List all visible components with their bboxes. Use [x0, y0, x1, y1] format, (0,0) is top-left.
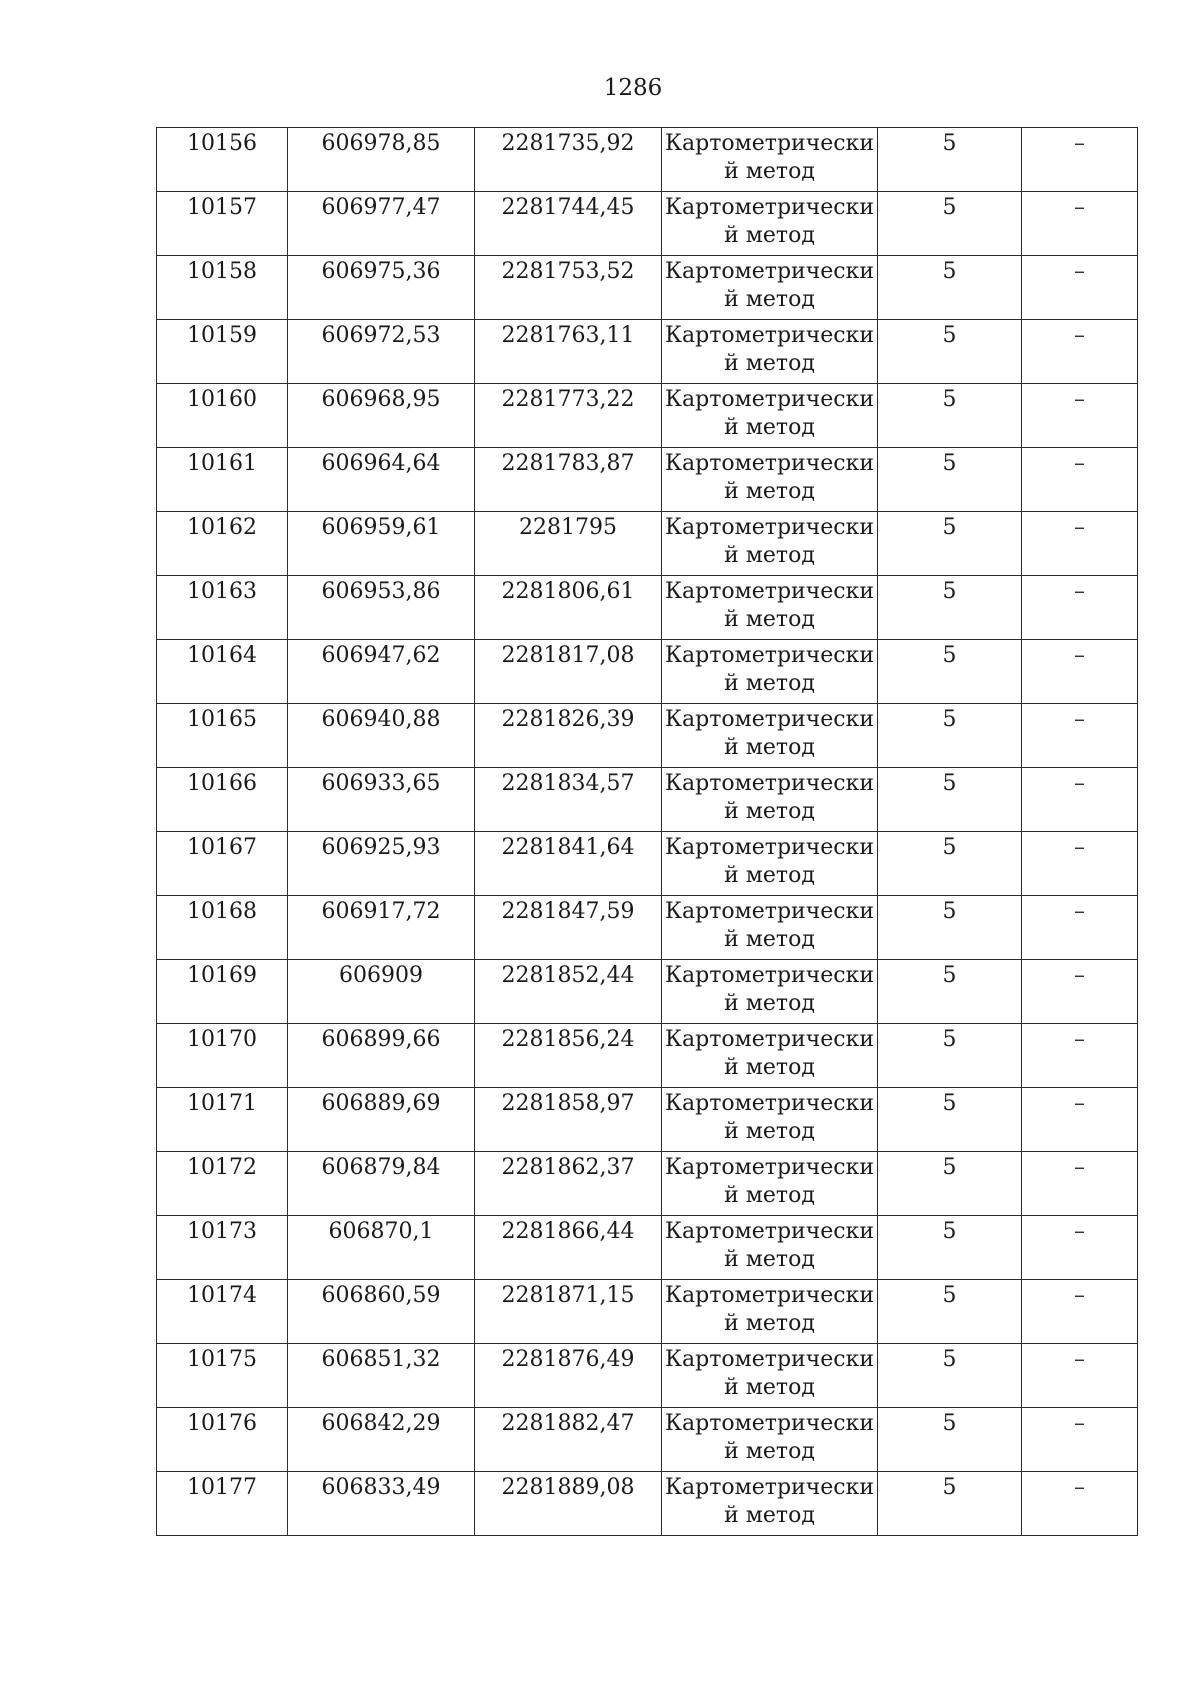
accuracy-cell — [878, 256, 1022, 320]
method-cell-text: Картометрически й метод — [665, 1219, 874, 1272]
accuracy-cell-text: 5 — [942, 323, 957, 348]
point-number-cell-text: 10164 — [187, 643, 257, 668]
point-number-cell-text: 10174 — [187, 1283, 257, 1308]
note-cell-text: – — [1074, 1027, 1085, 1052]
method-cell — [662, 1280, 878, 1344]
note-cell — [1022, 832, 1138, 896]
point-number-cell — [157, 896, 288, 960]
y-coordinate-cell-text: 2281876,49 — [501, 1347, 635, 1372]
y-coordinate-cell-text: 2281834,57 — [501, 771, 635, 796]
point-number-cell — [157, 512, 288, 576]
point-number-cell — [157, 640, 288, 704]
x-coordinate-cell-text: 606860,59 — [321, 1283, 441, 1308]
point-number-cell — [157, 448, 288, 512]
point-number-cell — [157, 576, 288, 640]
x-coordinate-cell-text: 606953,86 — [321, 579, 441, 604]
x-coordinate-cell-text: 606964,64 — [321, 451, 441, 476]
point-number-cell-text: 10169 — [187, 963, 257, 988]
table-row — [157, 960, 1138, 1024]
point-number-cell-text: 10157 — [187, 195, 257, 220]
point-number-cell-text: 10166 — [187, 771, 257, 796]
accuracy-cell-text: 5 — [942, 515, 957, 540]
table-row — [157, 1408, 1138, 1472]
note-cell — [1022, 448, 1138, 512]
x-coordinate-cell-text: 606842,29 — [321, 1411, 441, 1436]
x-coordinate-cell — [288, 1472, 475, 1536]
x-coordinate-cell — [288, 1408, 475, 1472]
y-coordinate-cell-text: 2281841,64 — [501, 835, 635, 860]
note-cell — [1022, 1216, 1138, 1280]
y-coordinate-cell-text: 2281858,97 — [501, 1091, 635, 1116]
accuracy-cell-text: 5 — [942, 899, 957, 924]
y-coordinate-cell-text: 2281783,87 — [501, 451, 635, 476]
accuracy-cell — [878, 320, 1022, 384]
table-row — [157, 768, 1138, 832]
note-cell-text: – — [1074, 323, 1085, 348]
accuracy-cell-text: 5 — [942, 1155, 957, 1180]
x-coordinate-cell-text: 606977,47 — [321, 195, 441, 220]
method-cell — [662, 384, 878, 448]
note-cell-text: – — [1074, 643, 1085, 668]
x-coordinate-cell-text: 606899,66 — [321, 1027, 441, 1052]
accuracy-cell — [878, 448, 1022, 512]
x-coordinate-cell-text: 606889,69 — [321, 1091, 441, 1116]
accuracy-cell — [878, 960, 1022, 1024]
accuracy-cell-text: 5 — [942, 1411, 957, 1436]
point-number-cell — [157, 1408, 288, 1472]
accuracy-cell — [878, 1088, 1022, 1152]
method-cell-text: Картометрически й метод — [665, 1091, 874, 1144]
table-row — [157, 1216, 1138, 1280]
point-number-cell — [157, 1024, 288, 1088]
note-cell — [1022, 1088, 1138, 1152]
y-coordinate-cell — [475, 1088, 662, 1152]
x-coordinate-cell — [288, 1152, 475, 1216]
method-cell — [662, 320, 878, 384]
method-cell-text: Картометрически й метод — [665, 387, 874, 440]
accuracy-cell-text: 5 — [942, 1475, 957, 1500]
x-coordinate-cell-text: 606947,62 — [321, 643, 441, 668]
x-coordinate-cell — [288, 960, 475, 1024]
x-coordinate-cell — [288, 128, 475, 192]
page-number: 1286 — [603, 75, 663, 101]
point-number-cell-text: 10159 — [187, 323, 257, 348]
x-coordinate-cell — [288, 768, 475, 832]
note-cell-text: – — [1074, 707, 1085, 732]
point-number-cell — [157, 192, 288, 256]
note-cell — [1022, 1024, 1138, 1088]
point-number-cell — [157, 320, 288, 384]
coordinates-table — [156, 127, 1138, 1536]
accuracy-cell-text: 5 — [942, 643, 957, 668]
x-coordinate-cell-text: 606968,95 — [321, 387, 441, 412]
x-coordinate-cell-text: 606933,65 — [321, 771, 441, 796]
accuracy-cell-text: 5 — [942, 259, 957, 284]
point-number-cell-text: 10160 — [187, 387, 257, 412]
point-number-cell-text: 10158 — [187, 259, 257, 284]
y-coordinate-cell-text: 2281806,61 — [501, 579, 635, 604]
y-coordinate-cell — [475, 192, 662, 256]
y-coordinate-cell-text: 2281856,24 — [501, 1027, 635, 1052]
accuracy-cell — [878, 640, 1022, 704]
x-coordinate-cell-text: 606833,49 — [321, 1475, 441, 1500]
point-number-cell-text: 10171 — [187, 1091, 257, 1116]
point-number-cell-text: 10175 — [187, 1347, 257, 1372]
note-cell-text: – — [1074, 1283, 1085, 1308]
accuracy-cell-text: 5 — [942, 131, 957, 156]
accuracy-cell-text: 5 — [942, 1027, 957, 1052]
x-coordinate-cell-text: 606978,85 — [321, 131, 441, 156]
y-coordinate-cell — [475, 1472, 662, 1536]
method-cell — [662, 768, 878, 832]
x-coordinate-cell — [288, 1280, 475, 1344]
accuracy-cell-text: 5 — [942, 195, 957, 220]
y-coordinate-cell — [475, 832, 662, 896]
table-row — [157, 1088, 1138, 1152]
note-cell-text: – — [1074, 1155, 1085, 1180]
note-cell — [1022, 384, 1138, 448]
point-number-cell — [157, 704, 288, 768]
x-coordinate-cell — [288, 832, 475, 896]
note-cell — [1022, 1344, 1138, 1408]
method-cell-text: Картометрически й метод — [665, 451, 874, 504]
point-number-cell-text: 10163 — [187, 579, 257, 604]
accuracy-cell-text: 5 — [942, 963, 957, 988]
method-cell-text: Картометрически й метод — [665, 707, 874, 760]
point-number-cell-text: 10173 — [187, 1219, 257, 1244]
accuracy-cell — [878, 1216, 1022, 1280]
y-coordinate-cell — [475, 1408, 662, 1472]
x-coordinate-cell — [288, 320, 475, 384]
method-cell-text: Картометрически й метод — [665, 835, 874, 888]
method-cell-text: Картометрически й метод — [665, 1155, 874, 1208]
method-cell-text: Картометрически й метод — [665, 1283, 874, 1336]
note-cell — [1022, 320, 1138, 384]
method-cell-text: Картометрически й метод — [665, 1347, 874, 1400]
table-row — [157, 128, 1138, 192]
note-cell — [1022, 128, 1138, 192]
y-coordinate-cell — [475, 768, 662, 832]
note-cell-text: – — [1074, 835, 1085, 860]
x-coordinate-cell — [288, 1216, 475, 1280]
method-cell — [662, 640, 878, 704]
x-coordinate-cell-text: 606909 — [339, 963, 423, 988]
y-coordinate-cell-text: 2281817,08 — [501, 643, 635, 668]
accuracy-cell — [878, 128, 1022, 192]
y-coordinate-cell — [475, 704, 662, 768]
x-coordinate-cell-text: 606870,1 — [328, 1219, 434, 1244]
method-cell — [662, 1088, 878, 1152]
point-number-cell — [157, 1344, 288, 1408]
table-row — [157, 384, 1138, 448]
accuracy-cell — [878, 384, 1022, 448]
note-cell — [1022, 896, 1138, 960]
point-number-cell — [157, 128, 288, 192]
method-cell-text: Картометрически й метод — [665, 579, 874, 632]
method-cell — [662, 1024, 878, 1088]
point-number-cell — [157, 256, 288, 320]
method-cell — [662, 1344, 878, 1408]
accuracy-cell — [878, 1152, 1022, 1216]
accuracy-cell — [878, 512, 1022, 576]
point-number-cell-text: 10161 — [187, 451, 257, 476]
y-coordinate-cell-text: 2281866,44 — [501, 1219, 635, 1244]
point-number-cell-text: 10172 — [187, 1155, 257, 1180]
table-row — [157, 640, 1138, 704]
accuracy-cell-text: 5 — [942, 451, 957, 476]
x-coordinate-cell — [288, 1344, 475, 1408]
note-cell — [1022, 512, 1138, 576]
note-cell-text: – — [1074, 1219, 1085, 1244]
y-coordinate-cell-text: 2281871,15 — [501, 1283, 635, 1308]
point-number-cell — [157, 1152, 288, 1216]
y-coordinate-cell — [475, 1024, 662, 1088]
x-coordinate-cell-text: 606959,61 — [321, 515, 441, 540]
point-number-cell — [157, 832, 288, 896]
point-number-cell-text: 10167 — [187, 835, 257, 860]
x-coordinate-cell — [288, 1088, 475, 1152]
note-cell-text: – — [1074, 579, 1085, 604]
note-cell-text: – — [1074, 387, 1085, 412]
accuracy-cell-text: 5 — [942, 707, 957, 732]
point-number-cell-text: 10165 — [187, 707, 257, 732]
method-cell-text: Картометрически й метод — [665, 259, 874, 312]
note-cell — [1022, 192, 1138, 256]
table-row — [157, 1024, 1138, 1088]
accuracy-cell — [878, 1472, 1022, 1536]
note-cell-text: – — [1074, 771, 1085, 796]
note-cell-text: – — [1074, 131, 1085, 156]
table-row — [157, 448, 1138, 512]
y-coordinate-cell-text: 2281826,39 — [501, 707, 635, 732]
x-coordinate-cell — [288, 640, 475, 704]
y-coordinate-cell-text: 2281735,92 — [501, 131, 635, 156]
accuracy-cell — [878, 192, 1022, 256]
method-cell-text: Картометрически й метод — [665, 963, 874, 1016]
point-number-cell-text: 10170 — [187, 1027, 257, 1052]
note-cell-text: – — [1074, 195, 1085, 220]
method-cell-text: Картометрически й метод — [665, 195, 874, 248]
table-row — [157, 1344, 1138, 1408]
table-row — [157, 1280, 1138, 1344]
method-cell-text: Картометрически й метод — [665, 771, 874, 824]
y-coordinate-cell-text: 2281862,37 — [501, 1155, 635, 1180]
point-number-cell — [157, 1216, 288, 1280]
x-coordinate-cell-text: 606879,84 — [321, 1155, 441, 1180]
x-coordinate-cell — [288, 896, 475, 960]
accuracy-cell — [878, 1280, 1022, 1344]
point-number-cell-text: 10176 — [187, 1411, 257, 1436]
x-coordinate-cell-text: 606940,88 — [321, 707, 441, 732]
point-number-cell — [157, 1472, 288, 1536]
accuracy-cell — [878, 704, 1022, 768]
y-coordinate-cell-text: 2281882,47 — [501, 1411, 635, 1436]
method-cell — [662, 1472, 878, 1536]
y-coordinate-cell-text: 2281763,11 — [501, 323, 635, 348]
note-cell-text: – — [1074, 1347, 1085, 1372]
x-coordinate-cell — [288, 704, 475, 768]
x-coordinate-cell-text: 606975,36 — [321, 259, 441, 284]
table-row — [157, 896, 1138, 960]
y-coordinate-cell — [475, 256, 662, 320]
y-coordinate-cell-text: 2281795 — [519, 515, 617, 540]
note-cell — [1022, 576, 1138, 640]
y-coordinate-cell-text: 2281753,52 — [501, 259, 635, 284]
method-cell — [662, 512, 878, 576]
x-coordinate-cell — [288, 192, 475, 256]
point-number-cell — [157, 1280, 288, 1344]
note-cell-text: – — [1074, 1411, 1085, 1436]
x-coordinate-cell — [288, 256, 475, 320]
table-row — [157, 320, 1138, 384]
point-number-cell-text: 10177 — [187, 1475, 257, 1500]
accuracy-cell — [878, 896, 1022, 960]
accuracy-cell-text: 5 — [942, 1347, 957, 1372]
table-row — [157, 512, 1138, 576]
note-cell — [1022, 768, 1138, 832]
accuracy-cell-text: 5 — [942, 1283, 957, 1308]
y-coordinate-cell — [475, 1280, 662, 1344]
y-coordinate-cell — [475, 320, 662, 384]
note-cell-text: – — [1074, 515, 1085, 540]
accuracy-cell-text: 5 — [942, 387, 957, 412]
accuracy-cell-text: 5 — [942, 1219, 957, 1244]
method-cell-text: Картометрически й метод — [665, 643, 874, 696]
table-row — [157, 1152, 1138, 1216]
note-cell-text: – — [1074, 451, 1085, 476]
accuracy-cell — [878, 832, 1022, 896]
method-cell-text: Картометрически й метод — [665, 899, 874, 952]
y-coordinate-cell-text: 2281889,08 — [501, 1475, 635, 1500]
method-cell-text: Картометрически й метод — [665, 1475, 874, 1528]
x-coordinate-cell-text: 606917,72 — [321, 899, 441, 924]
note-cell — [1022, 704, 1138, 768]
table-row — [157, 576, 1138, 640]
point-number-cell-text: 10162 — [187, 515, 257, 540]
method-cell-text: Картометрически й метод — [665, 1411, 874, 1464]
x-coordinate-cell — [288, 576, 475, 640]
table-row — [157, 256, 1138, 320]
method-cell — [662, 1216, 878, 1280]
note-cell — [1022, 256, 1138, 320]
note-cell-text: – — [1074, 1091, 1085, 1116]
accuracy-cell — [878, 1408, 1022, 1472]
note-cell-text: – — [1074, 963, 1085, 988]
y-coordinate-cell — [475, 384, 662, 448]
method-cell — [662, 192, 878, 256]
method-cell — [662, 448, 878, 512]
note-cell — [1022, 960, 1138, 1024]
x-coordinate-cell-text: 606972,53 — [321, 323, 441, 348]
method-cell — [662, 576, 878, 640]
y-coordinate-cell — [475, 576, 662, 640]
accuracy-cell-text: 5 — [942, 579, 957, 604]
method-cell — [662, 832, 878, 896]
method-cell — [662, 896, 878, 960]
method-cell-text: Картометрически й метод — [665, 1027, 874, 1080]
table-row — [157, 832, 1138, 896]
point-number-cell-text: 10156 — [187, 131, 257, 156]
accuracy-cell — [878, 576, 1022, 640]
table-row — [157, 704, 1138, 768]
y-coordinate-cell — [475, 128, 662, 192]
x-coordinate-cell — [288, 512, 475, 576]
y-coordinate-cell — [475, 896, 662, 960]
table-row — [157, 192, 1138, 256]
note-cell — [1022, 1472, 1138, 1536]
point-number-cell — [157, 768, 288, 832]
note-cell-text: – — [1074, 1475, 1085, 1500]
point-number-cell — [157, 960, 288, 1024]
y-coordinate-cell — [475, 1344, 662, 1408]
method-cell-text: Картометрически й метод — [665, 515, 874, 568]
accuracy-cell-text: 5 — [942, 771, 957, 796]
method-cell — [662, 128, 878, 192]
note-cell — [1022, 1280, 1138, 1344]
method-cell — [662, 1408, 878, 1472]
point-number-cell — [157, 384, 288, 448]
table-row — [157, 1472, 1138, 1536]
table-body — [157, 128, 1138, 1536]
x-coordinate-cell-text: 606851,32 — [321, 1347, 441, 1372]
method-cell — [662, 704, 878, 768]
x-coordinate-cell — [288, 384, 475, 448]
accuracy-cell-text: 5 — [942, 1091, 957, 1116]
note-cell — [1022, 1152, 1138, 1216]
y-coordinate-cell-text: 2281847,59 — [501, 899, 635, 924]
note-cell-text: – — [1074, 259, 1085, 284]
accuracy-cell-text: 5 — [942, 835, 957, 860]
accuracy-cell — [878, 768, 1022, 832]
method-cell-text: Картометрически й метод — [665, 131, 874, 184]
y-coordinate-cell — [475, 512, 662, 576]
x-coordinate-cell-text: 606925,93 — [321, 835, 441, 860]
x-coordinate-cell — [288, 448, 475, 512]
y-coordinate-cell-text: 2281744,45 — [501, 195, 635, 220]
y-coordinate-cell-text: 2281773,22 — [501, 387, 635, 412]
y-coordinate-cell — [475, 1216, 662, 1280]
note-cell-text: – — [1074, 899, 1085, 924]
method-cell — [662, 960, 878, 1024]
y-coordinate-cell — [475, 1152, 662, 1216]
note-cell — [1022, 1408, 1138, 1472]
point-number-cell — [157, 1088, 288, 1152]
y-coordinate-cell — [475, 640, 662, 704]
x-coordinate-cell — [288, 1024, 475, 1088]
method-cell-text: Картометрически й метод — [665, 323, 874, 376]
note-cell — [1022, 640, 1138, 704]
method-cell — [662, 1152, 878, 1216]
y-coordinate-cell-text: 2281852,44 — [501, 963, 635, 988]
y-coordinate-cell — [475, 960, 662, 1024]
point-number-cell-text: 10168 — [187, 899, 257, 924]
y-coordinate-cell — [475, 448, 662, 512]
accuracy-cell — [878, 1344, 1022, 1408]
accuracy-cell — [878, 1024, 1022, 1088]
method-cell — [662, 256, 878, 320]
